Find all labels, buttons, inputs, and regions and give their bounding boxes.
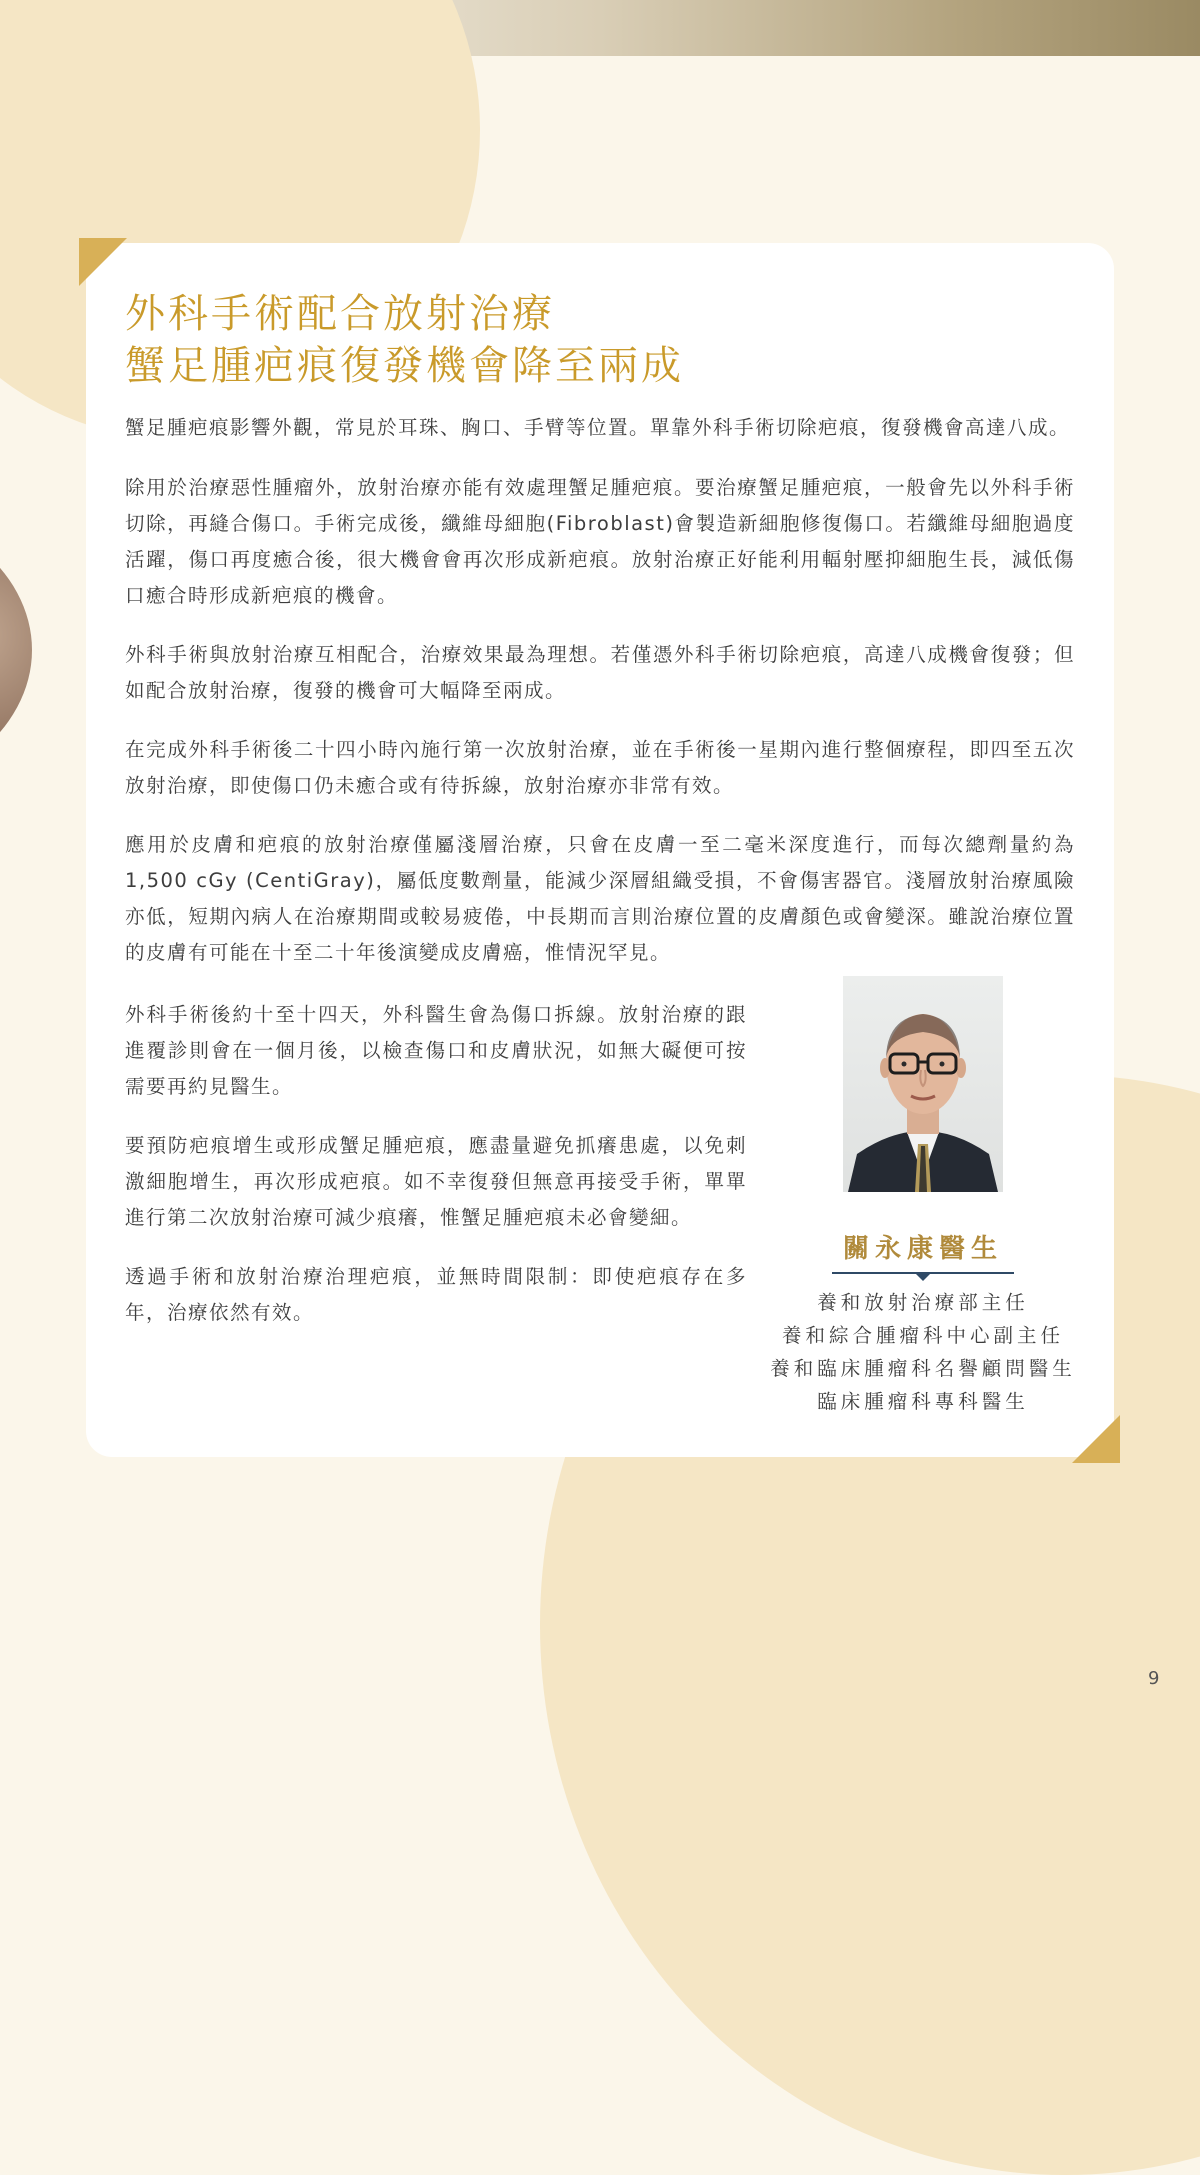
paragraph-timing: 在完成外科手術後二十四小時內施行第一次放射治療，並在手術後一星期內進行整個療程，即四至五次放射治療，即使傷口仍未癒合或有待拆線，放射治療亦非常有效。 [125, 738, 1075, 797]
paragraph-combined-treatment: 外科手術與放射治療互相配合，治療效果最為理想。若僅憑外科手術切除疤痕，高達八成機會復發；但如配合放射治療，復發的機會可大幅降至兩成。 [125, 643, 1075, 702]
doctor-title: 養和臨床腫瘤科名譽顧問醫生 [770, 1357, 1076, 1380]
paragraph-dosage: 應用於皮膚和疤痕的放射治療僅屬淺層治療，只會在皮膚一至二毫米深度進行，而每次總劑量約為1,500 cGy (CentiGray)，屬低度數劑量，能減少深層組織受損，不會傷害器官。淺層放射治療風險亦低，短期內病人在治療期間或較易疲倦，中長期而言則治療位置的皮膚顏色或會變深。雖說治療位置的皮膚有可能在十至二十年後演變成皮膚癌，惟情況罕見。 [125, 833, 1075, 964]
doctor-titles [760, 1286, 1086, 1418]
doctor-portrait [843, 976, 1003, 1192]
paragraph-follow-up: 外科手術後約十至十四天，外科醫生會為傷口拆線。放射治療的跟進覆診則會在一個月後，以檢查傷口和皮膚狀況，如無大礙便可按需要再約見醫生。 [125, 1003, 747, 1098]
paragraph-radiotherapy-mechanism: 除用於治療惡性腫瘤外，放射治療亦能有效處理蟹足腫疤痕。要治療蟹足腫疤痕，一般會先以外科手術切除，再縫合傷口。手術完成後，纖維母細胞(Fibroblast)會製造新細胞修復傷口。若纖維母細胞過度活躍，傷口再度癒合後，很大機會會再次形成新疤痕。放射治療正好能利用輻射壓抑細胞生長，減低傷口癒合時形成新疤痕的機會。 [125, 476, 1075, 607]
paragraph-no-time-limit: 透過手術和放射治療治理疤痕，並無時間限制：即使疤痕存在多年，治療依然有效。 [125, 1265, 747, 1324]
article-title-line-1: 外科手術配合放射治療 [125, 291, 555, 337]
doctor-title: 養和放射治療部主任 [817, 1291, 1029, 1314]
paragraph-intro: 蟹足腫疤痕影響外觀，常見於耳珠、胸口、手臂等位置。單靠外科手術切除疤痕，復發機會高達八成。 [125, 416, 1071, 439]
paragraph-prevention: 要預防疤痕增生或形成蟹足腫疤痕，應盡量避免抓癢患處，以免刺激細胞增生，再次形成疤痕。如不幸復發但無意再接受手術，單單進行第二次放射治療可減少痕癢，惟蟹足腫疤痕未必會變細。 [125, 1134, 747, 1229]
doctor-title: 養和綜合腫瘤科中心副主任 [781, 1324, 1064, 1347]
name-divider [832, 1272, 1014, 1274]
side-portrait-crop [0, 500, 32, 800]
doctor-name: 關永康醫生 [842, 1234, 1003, 1264]
article-title-line-2: 蟹足腫疤痕復發機會降至兩成 [125, 343, 684, 389]
article-title [125, 288, 684, 392]
doctor-portrait-illustration [843, 976, 1003, 1192]
doctor-title: 臨床腫瘤科專科醫生 [817, 1390, 1029, 1413]
page-number: 9 [1148, 1668, 1160, 1689]
